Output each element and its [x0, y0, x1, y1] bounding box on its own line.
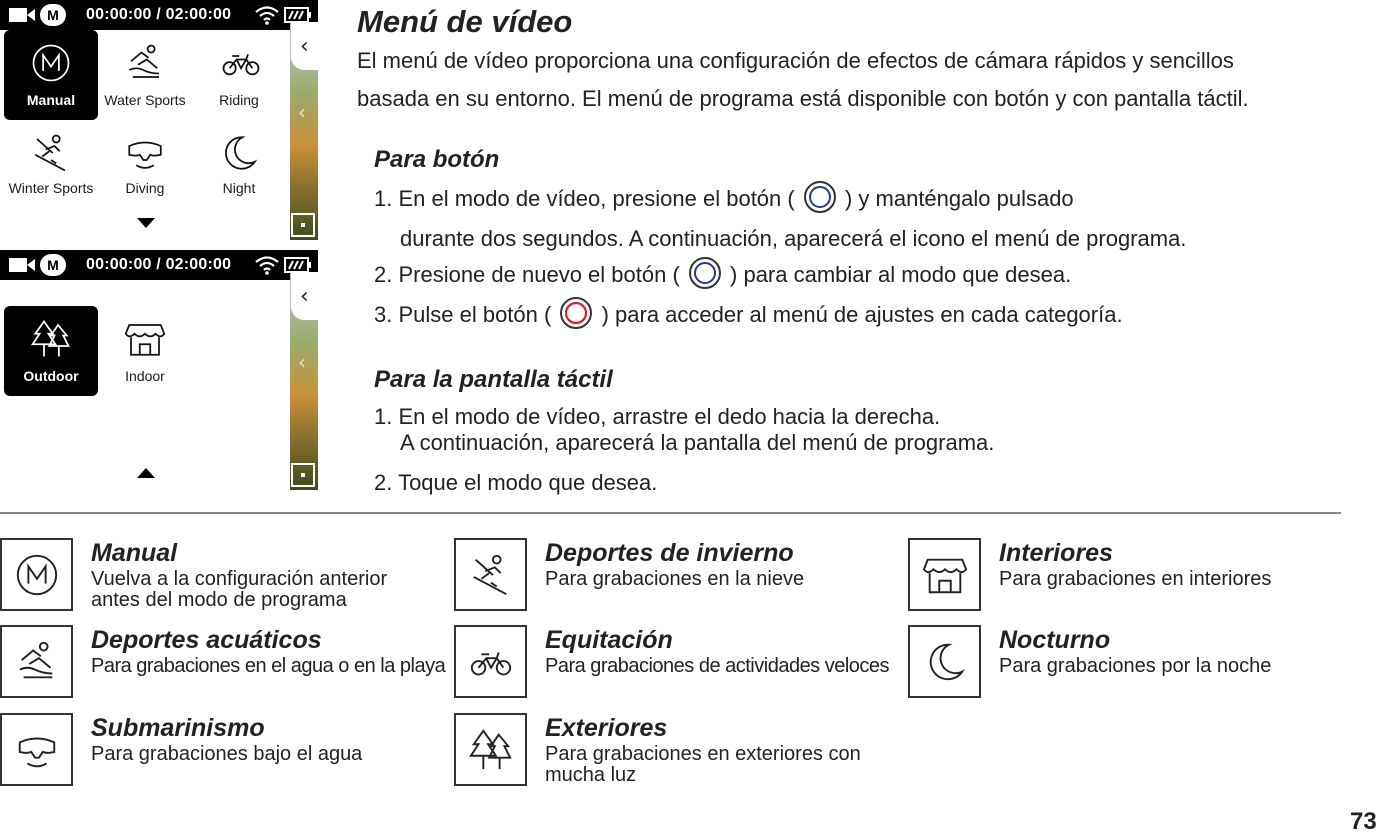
video-camera-icon	[8, 256, 36, 274]
water-sports-icon	[14, 639, 60, 685]
step-text: 3. Pulse el botón (	[374, 302, 552, 327]
legend-desc-line: Para grabaciones en exteriores con	[545, 743, 861, 765]
chevron-left-icon: ‹	[300, 284, 309, 309]
legend-title: Equitación	[545, 626, 673, 654]
mode-badge: M	[40, 4, 66, 26]
legend-title: Nocturno	[999, 626, 1111, 654]
collapse-menu-handle[interactable]	[290, 22, 318, 70]
intro-line: El menú de vídeo proporciona una configuración de efectos de cámara rápidos y sencillos	[357, 48, 1234, 73]
tile-night[interactable]	[192, 120, 286, 210]
legend-desc	[91, 569, 387, 611]
mode-button-icon	[688, 256, 722, 290]
step-text: 2. Presione de nuevo el botón (	[374, 262, 680, 287]
touch-step-1: 1. En el modo de vídeo, arrastre el dedo hacia la derecha.	[374, 404, 941, 429]
chevron-left-icon: ‹	[300, 34, 309, 59]
legend-icon-box	[454, 625, 527, 698]
tile-label: Water Sports	[104, 92, 186, 108]
moon-icon	[922, 639, 968, 685]
tile-indoor[interactable]	[98, 306, 192, 396]
legend-title: Submarinismo	[91, 714, 265, 742]
mode-button-icon	[803, 180, 837, 214]
manual-m-icon	[14, 552, 60, 598]
tile-label: Diving	[125, 180, 165, 196]
legend-desc-line: Vuelva a la configuración anterior	[91, 568, 388, 590]
focus-frame-icon[interactable]	[291, 463, 315, 487]
intro-paragraph	[357, 42, 1382, 118]
chevron-left-icon: ‹	[298, 350, 306, 374]
camera-screen-program-menu-page2	[0, 250, 318, 490]
status-bar	[0, 250, 318, 280]
motorcycle-icon	[218, 42, 264, 84]
program-menu-panel	[0, 280, 290, 490]
legend-title: Deportes acuáticos	[91, 626, 322, 654]
camera-screen-program-menu	[0, 0, 318, 240]
trees-icon	[30, 318, 72, 360]
step-text: ) y manténgalo pulsado	[844, 186, 1074, 211]
legend-icon-box	[908, 538, 981, 611]
tile-manual[interactable]	[4, 30, 98, 120]
program-menu-panel	[0, 30, 290, 240]
legend-desc: Para grabaciones de actividades veloces	[545, 655, 890, 677]
motorcycle-icon	[468, 639, 514, 685]
tile-label: Riding	[219, 92, 259, 108]
legend-title: Exteriores	[545, 714, 668, 742]
collapse-menu-handle[interactable]	[290, 272, 318, 320]
manual-m-icon	[30, 42, 72, 84]
legend-title: Deportes de invierno	[545, 539, 794, 567]
wifi-icon	[254, 255, 280, 275]
intro-line: basada en su entorno. El menú de programa está disponible con botón y con pantalla táctil.	[357, 86, 1249, 111]
tile-label: Manual	[26, 92, 76, 108]
moon-icon	[218, 132, 260, 174]
store-icon	[922, 552, 968, 598]
legend-icon-box	[454, 538, 527, 611]
legend-desc	[545, 744, 861, 786]
tile-water-sports[interactable]	[98, 30, 192, 120]
recording-time: 00:00:00 / 02:00:00	[86, 256, 232, 273]
legend-desc: Para grabaciones en la nieve	[545, 568, 805, 590]
step-text: ) para acceder al menú de ajustes en cada categoría.	[601, 302, 1123, 327]
touch-step-2: 2. Toque el modo que desea.	[374, 470, 658, 495]
button-step-2	[374, 262, 1071, 290]
store-icon	[124, 318, 166, 360]
legend-desc: Para grabaciones en el agua o en la playa	[91, 655, 446, 677]
chevron-left-icon: ‹	[298, 100, 306, 124]
status-bar	[0, 0, 318, 30]
scroll-down-arrow[interactable]	[137, 218, 155, 228]
scroll-up-arrow[interactable]	[137, 468, 155, 478]
legend-icon-box	[0, 713, 73, 786]
tile-diving[interactable]	[98, 120, 192, 210]
button-step-1	[374, 186, 1074, 214]
trees-icon	[468, 727, 514, 773]
button-step-1-cont: durante dos segundos. A continuación, aparecerá el icono el menú de programa.	[400, 226, 1187, 251]
touch-section-heading: Para la pantalla táctil	[374, 366, 613, 393]
legend-icon-box	[454, 713, 527, 786]
skier-icon	[30, 132, 72, 174]
diving-mask-icon	[14, 727, 60, 773]
tile-label: Winter Sports	[8, 180, 94, 196]
legend-title: Manual	[91, 539, 178, 567]
legend-desc: Para grabaciones en interiores	[999, 568, 1272, 590]
legend-desc: Para grabaciones bajo el agua	[91, 743, 363, 765]
legend-desc-line: antes del modo de programa	[91, 589, 347, 611]
page-title: Menú de vídeo	[357, 4, 573, 39]
diving-mask-icon	[124, 132, 166, 174]
legend-title: Interiores	[999, 539, 1113, 567]
touch-step-1-cont: A continuación, aparecerá la pantalla del menú de programa.	[400, 430, 995, 455]
tile-label: Night	[222, 180, 256, 196]
legend-desc-line: mucha luz	[545, 764, 637, 786]
focus-frame-icon[interactable]	[291, 213, 315, 237]
legend-icon-box	[0, 538, 73, 611]
water-sports-icon	[124, 42, 166, 84]
tile-winter-sports[interactable]	[4, 120, 98, 210]
mode-badge: M	[40, 254, 66, 276]
tile-label: Outdoor	[23, 368, 79, 384]
tile-outdoor[interactable]	[4, 306, 98, 396]
legend-icon-box	[0, 625, 73, 698]
record-button-icon	[559, 296, 593, 330]
legend-icon-box	[908, 625, 981, 698]
divider	[0, 512, 1341, 514]
skier-icon	[468, 552, 514, 598]
tile-label: Indoor	[125, 368, 165, 384]
step-text: ) para cambiar al modo que desea.	[730, 262, 1072, 287]
recording-time: 00:00:00 / 02:00:00	[86, 6, 232, 23]
video-camera-icon	[8, 6, 36, 24]
tile-riding[interactable]	[192, 30, 286, 120]
button-section-heading: Para botón	[374, 146, 500, 173]
button-step-3	[374, 302, 1123, 330]
wifi-icon	[254, 5, 280, 25]
legend-desc: Para grabaciones por la noche	[999, 655, 1272, 677]
page-number: 73	[1350, 808, 1377, 835]
step-text: 1. En el modo de vídeo, presione el botón (	[374, 186, 795, 211]
